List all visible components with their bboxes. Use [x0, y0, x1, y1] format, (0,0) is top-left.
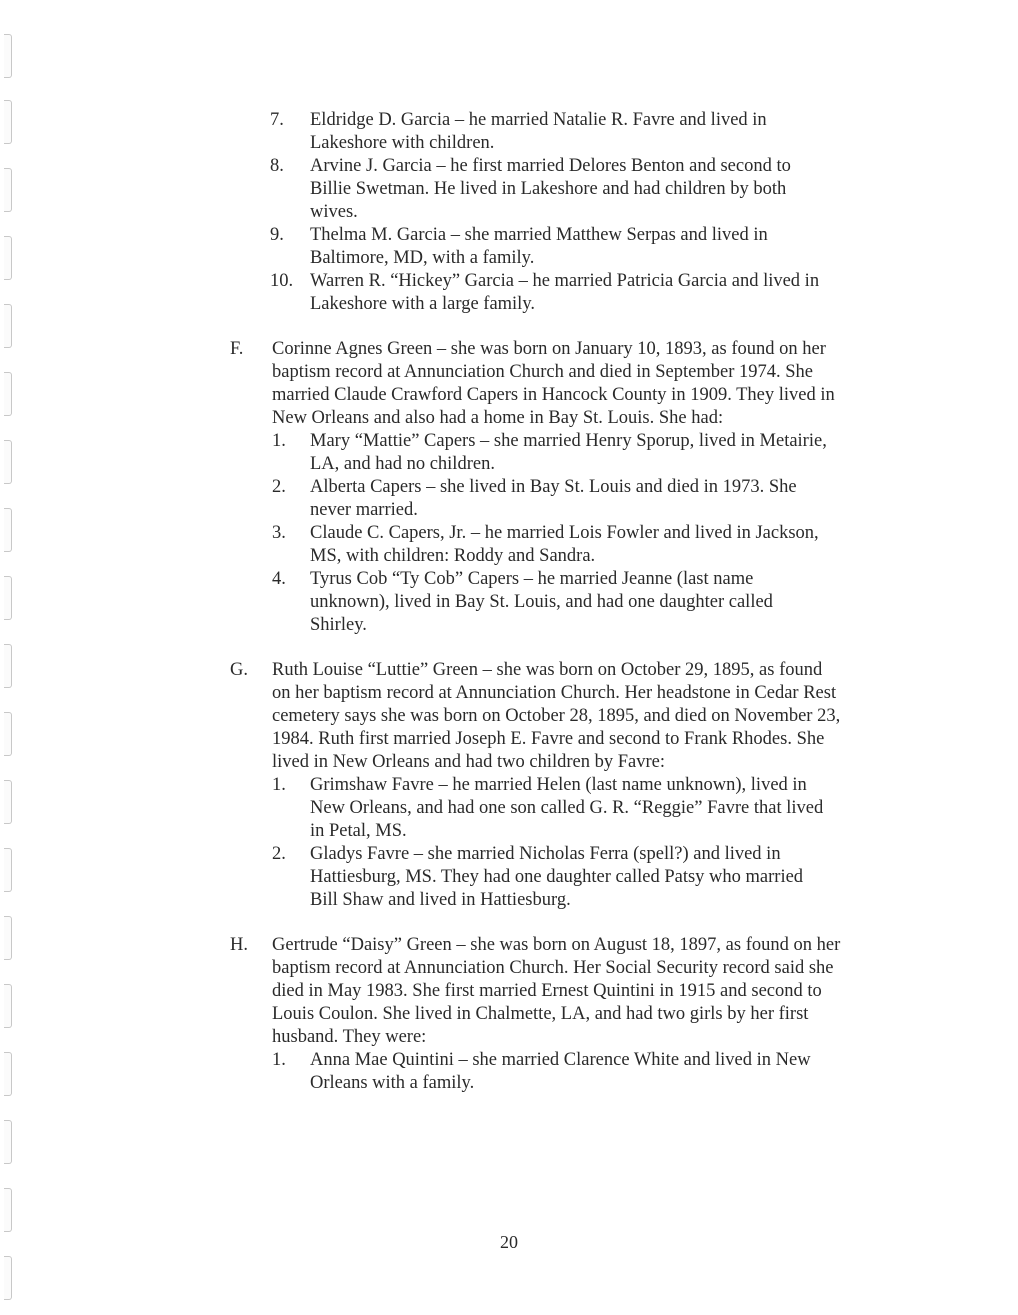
binder-hole — [4, 304, 12, 348]
binder-hole — [4, 644, 12, 688]
binder-hole — [4, 780, 12, 824]
page-number: 20 — [500, 1232, 518, 1252]
item-number: 1. — [272, 1050, 286, 1070]
item-number: 4. — [272, 569, 286, 589]
binder-hole — [4, 372, 12, 416]
binder-hole — [4, 508, 12, 552]
item-text: Grimshaw Favre – he married Helen (last name unknown), lived in New Orleans, and had one son called G. R. “Reggie” Favre that lived in Petal, MS. — [310, 775, 824, 841]
binder-hole — [4, 236, 12, 280]
binder-hole — [4, 916, 12, 960]
binder-hole — [4, 440, 12, 484]
section-text: Gertrude “Daisy” Green – she was born on August 18, 1897, as found on her baptism record at Annunciation Church. Her Social Security record said she died in May 1983. She first married Ernest Quintini in 1915 and second to Louis Coulon. She lived in Chalmette, LA, and had two girls by her first husband. They were: — [272, 935, 841, 1047]
list-item — [270, 109, 850, 155]
binder-hole — [4, 34, 12, 78]
item-text: Warren R. “Hickey” Garcia – he married Patricia Garcia and lived in Lakeshore with a large family. — [310, 271, 820, 314]
section-h — [230, 934, 850, 1095]
list-item — [272, 774, 850, 843]
binder-hole — [4, 1120, 12, 1164]
item-number: 3. — [272, 523, 286, 543]
item-text: Anna Mae Quintini – she married Clarence White and lived in New Orleans with a family. — [310, 1050, 811, 1093]
page-content — [230, 109, 850, 1095]
item-text: Arvine J. Garcia – he first married Delores Benton and second to Billie Swetman. He lived in Lakeshore and had children by both wives. — [310, 156, 791, 222]
binder-hole — [4, 712, 12, 756]
section-letter: H. — [230, 935, 248, 955]
list-item — [270, 155, 850, 224]
item-number: 2. — [272, 477, 286, 497]
item-text: Eldridge D. Garcia – he married Natalie R. Favre and lived in Lakeshore with children. — [310, 110, 767, 153]
binder-hole — [4, 1256, 12, 1300]
section-text: Corinne Agnes Green – she was born on January 10, 1893, as found on her baptism record at Annunciation Church and died in September 1974. She married Claude Crawford Capers in Hancock County in 1909. They lived in New Orleans and also had a home in Bay St. Louis. She had: — [272, 339, 835, 428]
binder-holes — [0, 0, 20, 1315]
item-number: 9. — [270, 225, 284, 245]
list-item — [272, 568, 850, 637]
top-list — [270, 109, 850, 316]
binder-hole — [4, 1188, 12, 1232]
item-text: Thelma M. Garcia – she married Matthew Serpas and lived in Baltimore, MD, with a family. — [310, 225, 768, 268]
item-text: Alberta Capers – she lived in Bay St. Louis and died in 1973. She never married. — [310, 477, 797, 520]
list-item — [272, 843, 850, 912]
section-g — [230, 659, 850, 912]
item-text: Gladys Favre – she married Nicholas Ferra (spell?) and lived in Hattiesburg, MS. They had one daughter called Patsy who married Bill Shaw and lived in Hattiesburg. — [310, 844, 804, 910]
item-text: Claude C. Capers, Jr. – he married Lois Fowler and lived in Jackson, MS, with children: Roddy and Sandra. — [310, 523, 819, 566]
binder-hole — [4, 576, 12, 620]
list-item — [272, 1049, 850, 1095]
item-number: 10. — [270, 271, 294, 291]
binder-hole — [4, 168, 12, 212]
item-number: 2. — [272, 844, 286, 864]
binder-hole — [4, 984, 12, 1028]
list-item — [272, 476, 850, 522]
list-item — [272, 430, 850, 476]
binder-hole — [4, 848, 12, 892]
item-text: Mary “Mattie” Capers – she married Henry Sporup, lived in Metairie, LA, and had no children. — [310, 431, 827, 474]
section-letter: G. — [230, 660, 248, 680]
list-item — [270, 270, 850, 316]
item-number: 7. — [270, 110, 284, 130]
section-letter: F. — [230, 339, 244, 359]
binder-hole — [4, 100, 12, 144]
item-text: Tyrus Cob “Ty Cob” Capers – he married Jeanne (last name unknown), lived in Bay St. Louis, and had one daughter called Shirley. — [310, 569, 773, 635]
section-f — [230, 338, 850, 637]
binder-hole — [4, 1052, 12, 1096]
section-text: Ruth Louise “Luttie” Green – she was born on October 29, 1895, as found on her baptism record at Annunciation Church. Her headstone in Cedar Rest cemetery says she was born on October 28, 1895, and died on November 23, 1984. Ruth first married Joseph E. Favre and second to Frank Rhodes. She lived in New Orleans and had two children by Favre: — [272, 660, 841, 772]
item-number: 1. — [272, 775, 286, 795]
list-item — [272, 522, 850, 568]
item-number: 8. — [270, 156, 284, 176]
list-item — [270, 224, 850, 270]
item-number: 1. — [272, 431, 286, 451]
